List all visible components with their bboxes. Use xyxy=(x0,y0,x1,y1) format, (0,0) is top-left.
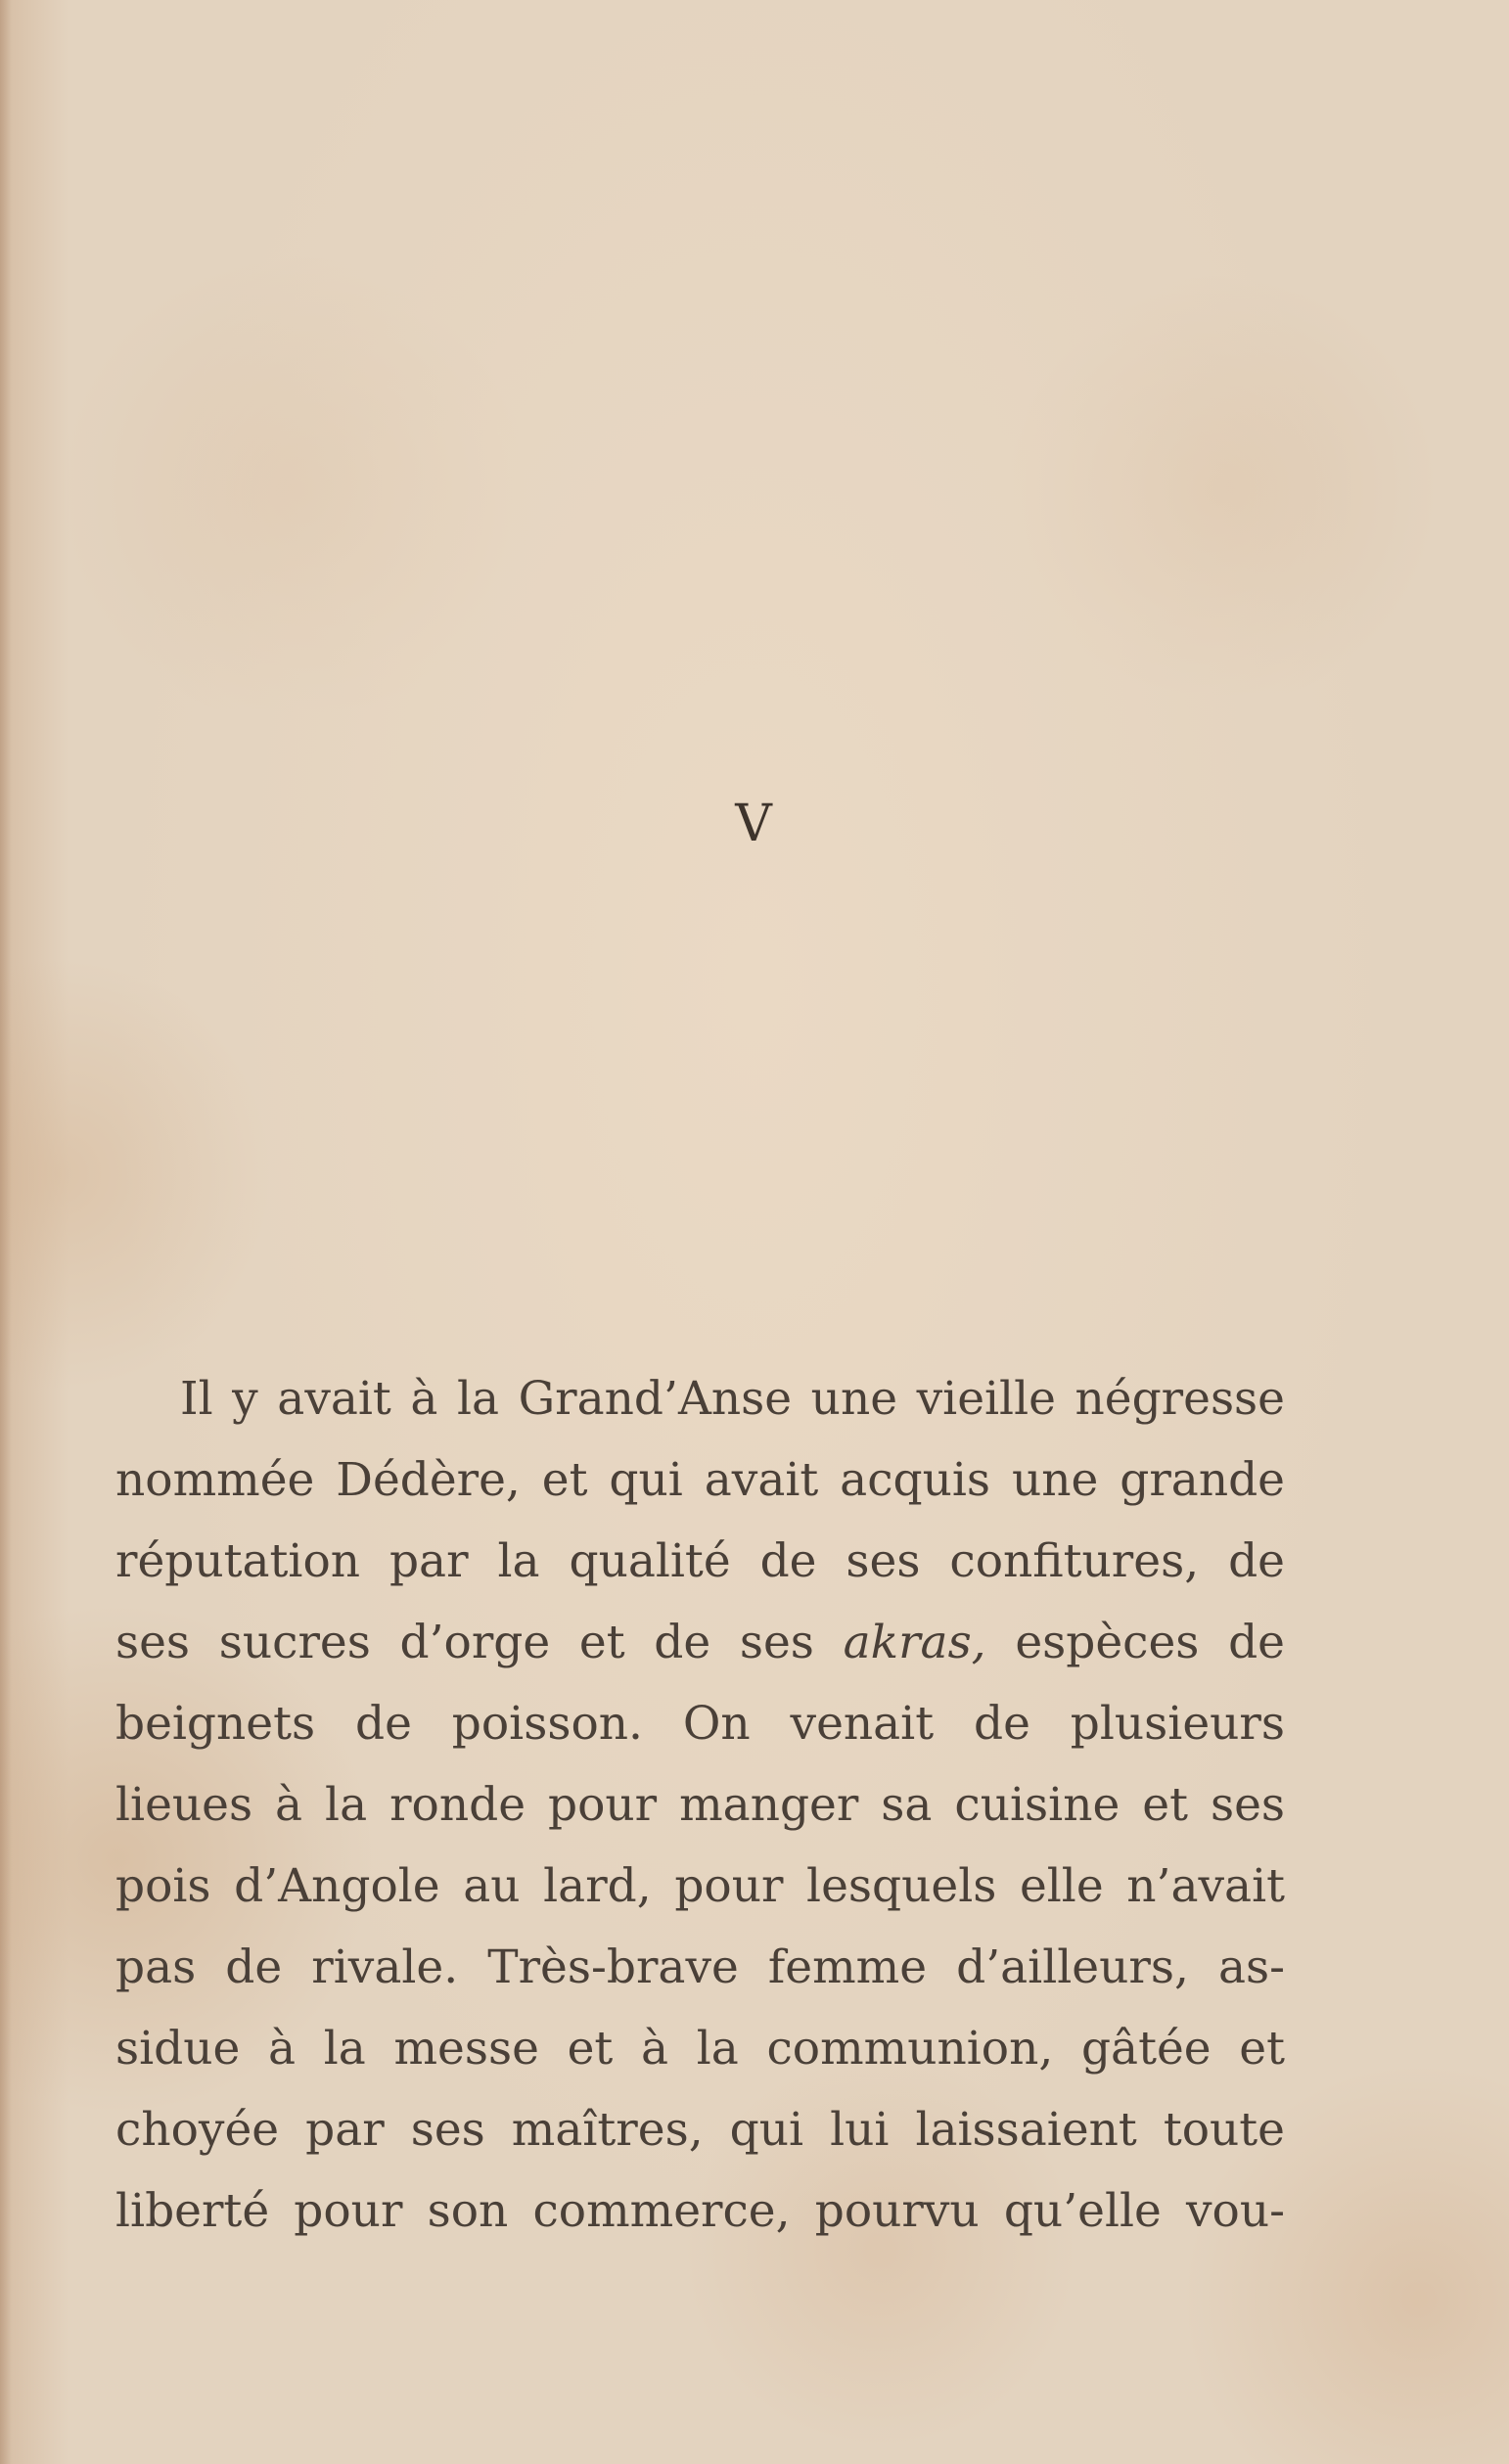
text-line: beignets de poisson. On venait de plusieurs xyxy=(115,1697,1285,1751)
text-line: pois d’Angole au lard, pour lesquels elle n’avait xyxy=(115,1859,1285,1913)
chapter-heading: V xyxy=(735,795,774,853)
page-spine-shadow xyxy=(0,0,12,2464)
text-line: réputation par la qualité de ses confitures, de xyxy=(115,1534,1285,1588)
text-line xyxy=(115,1602,1285,1683)
text-line: choyée par ses maîtres, qui lui laissaient toute xyxy=(115,2103,1285,2157)
italic-term: akras, xyxy=(843,1616,986,1669)
text-line: sidue à la messe et à la communion, gâtée et xyxy=(115,2022,1285,2076)
text-line: pas de rivale. Très-brave femme d’ailleurs, as- xyxy=(115,1940,1285,1994)
text-line: lieues à la ronde pour manger sa cuisine et ses xyxy=(115,1778,1285,1832)
text-line: liberté pour son commerce, pourvu qu’elle vou- xyxy=(115,2184,1285,2238)
text-line: Il y avait à la Grand’Anse une vieille négresse xyxy=(180,1372,1285,1426)
text-segment: ses sucres d’orge et de ses xyxy=(115,1616,814,1669)
text-line: nommée Dédère, et qui avait acquis une grande xyxy=(115,1453,1285,1507)
body-paragraph xyxy=(115,1358,1285,2252)
text-segment: espèces de xyxy=(1015,1616,1285,1669)
